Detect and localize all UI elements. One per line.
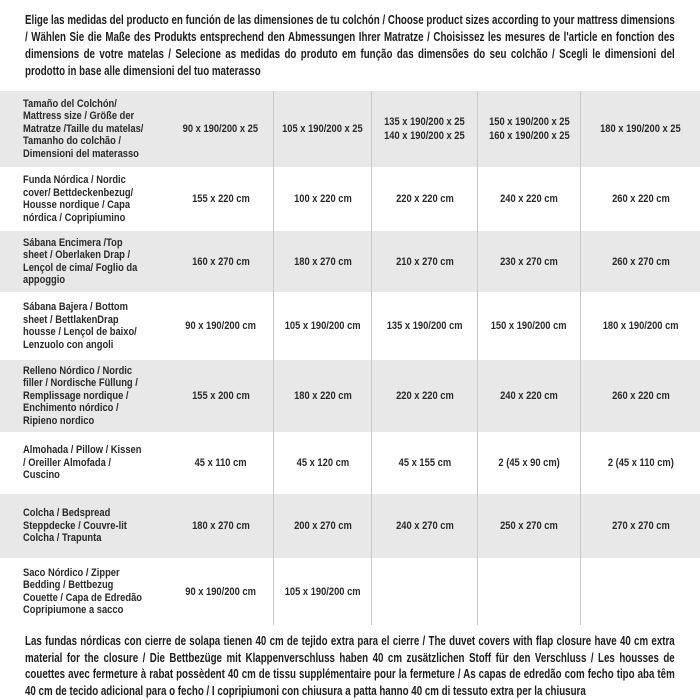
- size-value: 220 x 220 cm: [395, 390, 454, 402]
- size-value: 45 x 120 cm: [296, 457, 349, 469]
- size-cell: [168, 231, 273, 292]
- size-value: 180 x 190/200 x 25: [600, 123, 681, 135]
- size-cell: [477, 494, 580, 558]
- row-label-cell: [0, 360, 168, 432]
- size-cell: [168, 494, 273, 558]
- size-cell: [168, 558, 273, 625]
- table-row-zipper-bedding: [0, 558, 700, 625]
- size-value: 180 x 190/200 cm: [602, 320, 679, 332]
- size-cell: [580, 558, 700, 625]
- size-cell: [477, 360, 580, 432]
- table-row-bottom-sheet: [0, 292, 700, 360]
- size-value: 100 x 220 cm: [293, 193, 352, 205]
- size-cell: [273, 432, 371, 494]
- size-value: 160 x 190/200 x 25: [488, 130, 570, 142]
- row-label-cell: [0, 558, 168, 625]
- size-value: 140 x 190/200 x 25: [384, 130, 465, 142]
- size-value: 2 (45 x 90 cm): [498, 457, 560, 469]
- size-value: 180 x 270 cm: [191, 520, 250, 532]
- row-label-cell: [0, 292, 168, 360]
- size-cell: [580, 167, 700, 231]
- row-label: Relleno Nórdico / Nordic filler / Nordische Füllung / Remplissage nordique / Enchimento nórdico / Ripieno nordico: [23, 364, 138, 427]
- size-value: 135 x 190/200 x 25: [384, 116, 465, 128]
- size-value: 200 x 270 cm: [293, 520, 352, 532]
- size-cell: [371, 558, 477, 625]
- row-label: Almohada / Pillow / Kissen / Oreiller Almofada / Cuscino: [23, 444, 142, 482]
- size-cell: [168, 432, 273, 494]
- row-label: Funda Nórdica / Nordic cover/ Bettdeckenbezug/ Housse nordique / Capa nórdica / Copripiumino: [23, 174, 134, 224]
- size-value: 105 x 190/200 x 25: [282, 123, 363, 135]
- table-row-mattress-size: [0, 91, 700, 167]
- size-cell: [477, 432, 580, 494]
- table-row-nordic-filler: [0, 360, 700, 432]
- size-value: 155 x 220 cm: [191, 193, 250, 205]
- size-value: 270 x 270 cm: [611, 520, 670, 532]
- size-value: 240 x 270 cm: [395, 520, 454, 532]
- size-cell: [371, 231, 477, 292]
- size-value: 105 x 190/200 cm: [284, 320, 361, 332]
- size-cell: [273, 91, 371, 167]
- size-value: 45 x 110 cm: [194, 457, 247, 469]
- row-label: Saco Nórdico / Zipper Bedding / Bettbezug Couette / Capa de Edredão Copripiumone a sacco: [23, 566, 142, 616]
- size-cell: [371, 91, 477, 167]
- size-cell: [477, 292, 580, 360]
- size-cell: [580, 231, 700, 292]
- size-cell: [168, 91, 273, 167]
- size-value: 2 (45 x 110 cm): [607, 457, 674, 469]
- size-value: 260 x 220 cm: [611, 193, 670, 205]
- row-label-cell: [0, 494, 168, 558]
- size-cell: [477, 91, 580, 167]
- size-cell: [371, 292, 477, 360]
- row-label: Sábana Encimera /Top sheet / Oberlaken Drap / Lençol de cima/ Foglio da appoggio: [23, 236, 138, 286]
- size-cell: [580, 432, 700, 494]
- size-cell: [168, 360, 273, 432]
- size-cell: [580, 494, 700, 558]
- row-label-cell: [0, 167, 168, 231]
- size-value: 240 x 220 cm: [500, 390, 558, 402]
- table-row-top-sheet: [0, 231, 700, 292]
- row-label-cell: [0, 432, 168, 494]
- size-cell: [273, 558, 371, 625]
- size-value: 155 x 200 cm: [191, 390, 250, 402]
- size-cell: [371, 167, 477, 231]
- size-value: 260 x 270 cm: [611, 255, 670, 268]
- size-cell: [273, 494, 371, 558]
- table-row-pillow: [0, 432, 700, 494]
- size-cell: [273, 231, 371, 292]
- row-label: Sábana Bajera / Bottom sheet / BettlakenDrap housse / Lençol de baixo/ Lenzuolo con angoli: [23, 301, 137, 351]
- size-cell: [273, 292, 371, 360]
- row-label-cell: [0, 91, 168, 167]
- size-table: [0, 91, 700, 625]
- row-label: Colcha / Bedspread Steppdecke / Couvre-lit Colcha / Trapunta: [23, 507, 127, 545]
- size-cell: [477, 558, 580, 625]
- row-label: Tamaño del Colchón/ Mattress size / Größe der Matratze /Taille du matelas/ Tamanho do colchão / Dimensioni del materasso: [23, 97, 144, 160]
- table-row-bedspread: [0, 494, 700, 558]
- size-value: 105 x 190/200 cm: [284, 585, 361, 598]
- size-value: 45 x 155 cm: [398, 457, 451, 469]
- size-cell: [371, 494, 477, 558]
- size-cell: [273, 360, 371, 432]
- size-cell: [580, 292, 700, 360]
- size-value: 180 x 270 cm: [293, 255, 352, 268]
- size-cell: [477, 167, 580, 231]
- size-cell: [168, 292, 273, 360]
- table-row-nordic-cover: [0, 167, 700, 231]
- size-cell: [273, 167, 371, 231]
- size-cell: [580, 360, 700, 432]
- size-value: 90 x 190/200 x 25: [182, 123, 259, 135]
- size-value: 160 x 270 cm: [191, 255, 250, 268]
- size-cell: [168, 167, 273, 231]
- row-label-cell: [0, 231, 168, 292]
- size-value: 150 x 190/200 cm: [491, 320, 567, 332]
- size-value: 230 x 270 cm: [500, 255, 558, 268]
- size-cell: [580, 91, 700, 167]
- size-cell: [371, 360, 477, 432]
- size-value: 210 x 270 cm: [395, 255, 454, 268]
- size-value: 250 x 270 cm: [500, 520, 558, 532]
- size-value: 260 x 220 cm: [611, 390, 670, 402]
- size-value: 180 x 220 cm: [293, 390, 352, 402]
- size-value: 240 x 220 cm: [500, 193, 558, 205]
- size-cell: [477, 231, 580, 292]
- size-value: 135 x 190/200 cm: [386, 320, 463, 332]
- intro-text: Elige las medidas del producto en función de las dimensiones de tu colchón / Choose product sizes according to your mattress dimensions / Wählen Sie die Maße des Produkts entsprechend den Abmessungen Ihrer Matratze / Choisissez les mesures de l'article en fonction des dimensions de votre matelas / Selecione as medidas do produto em função das dimensões do seu colchão / Scegli le dimensioni del prodotto in base alle dimensioni del tuo materasso: [25, 13, 675, 78]
- size-cell: [371, 432, 477, 494]
- size-value: 220 x 220 cm: [395, 193, 454, 205]
- footnote-text: Las fundas nórdicas con cierre de solapa tienen 40 cm de tejido extra para el cierre / The duvet covers with flap closure have 40 cm extra material for the closure / Die Bettbezüge mit Klappenverschluss haben 40 cm zusätzlichen Stoff für den Verschluss / Les housses de couettes avec fermeture à rabat possèdent 40 cm de tissu supplémentaire pour la fermeture / As capas de edredão com fecho tipo aba têm 40 cm de tecido adicional para o fecho / I copripiumoni con chiusura a patta hanno 40 cm di tessuto extra per la chiusura: [25, 634, 675, 698]
- size-value: 90 x 190/200 cm: [185, 320, 256, 332]
- size-value: 90 x 190/200 cm: [185, 585, 256, 598]
- size-value: 150 x 190/200 x 25: [488, 116, 570, 128]
